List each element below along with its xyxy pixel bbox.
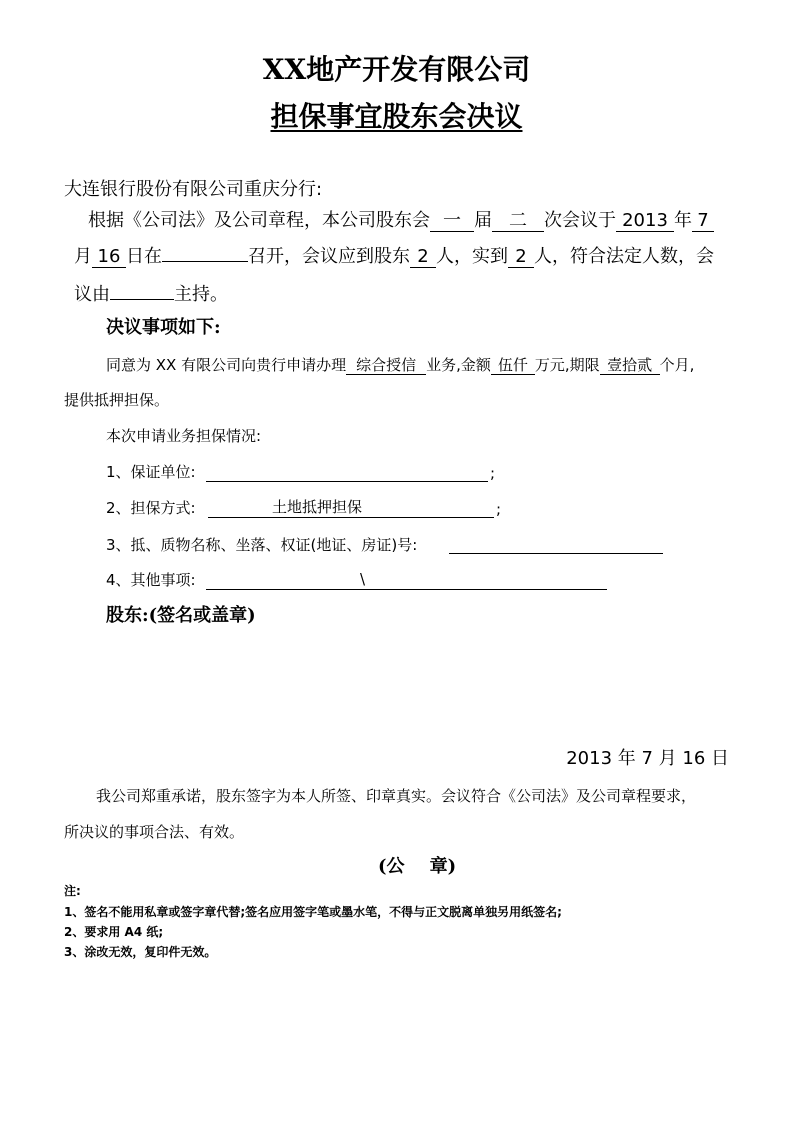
guarantee-item-4-label: 4、其他事项:: [106, 571, 196, 589]
commitment-line-1: 我公司郑重承诺，股东签字为本人所签、印章真实。会议符合《公司法》及公司章程要求，: [96, 787, 697, 805]
document-title: 担保事宜股东会决议: [270, 100, 523, 133]
intro-text-11: 主持。: [174, 284, 228, 305]
company-seal-label: (公 章): [378, 856, 457, 877]
resolution-heading: 决议事项如下:: [106, 317, 221, 338]
collateral-blank[interactable]: [449, 553, 663, 554]
note-item-3: 3、涂改无效，复印件无效。: [64, 945, 217, 959]
meeting-location-blank[interactable]: [162, 261, 248, 262]
resolution-line-2: 提供抵押担保。: [64, 391, 170, 409]
resolution-text-1: 同意为 XX 有限公司向贵行申请办理: [106, 356, 347, 374]
business-type: 综合授信: [346, 357, 426, 375]
intro-line-1: [88, 211, 714, 232]
loan-term: 壹拾贰: [600, 357, 660, 375]
meeting-number: 二: [492, 211, 544, 232]
expected-shareholders: 2: [410, 247, 436, 268]
chairperson-blank[interactable]: [110, 299, 174, 300]
session-number: 一: [430, 211, 474, 232]
intro-text-1: 根据《公司法》及公司章程，本公司股东会: [88, 210, 430, 231]
intro-line-3: [74, 286, 228, 304]
intro-text-3: 次会议于: [544, 210, 616, 231]
addressee: 大连银行股份有限公司重庆分行:: [64, 179, 323, 200]
note-item-2: 2、要求用 A4 纸;: [64, 925, 164, 939]
loan-amount: 伍仟: [491, 357, 535, 375]
guarantee-item-1-label: 1、保证单位:: [106, 463, 196, 481]
guarantee-item-2-label: 2、担保方式:: [106, 499, 196, 517]
intro-text-10: 议由: [74, 284, 110, 305]
intro-text-8: 人，实到: [436, 246, 508, 267]
intro-text-9: 人，符合法定人数，会: [534, 246, 714, 267]
guarantee-heading: 本次申请业务担保情况:: [106, 427, 262, 445]
meeting-month: 7: [692, 211, 714, 232]
company-name: XX地产开发有限公司: [262, 53, 531, 86]
guarantee-method: 土地抵押担保: [272, 498, 363, 516]
guarantee-method-line: [208, 517, 494, 518]
meeting-year: 2013: [616, 211, 674, 232]
intro-text-4: 年: [674, 210, 692, 231]
intro-text-7: 召开，会议应到股东: [248, 246, 410, 267]
shareholders-signature-label: 股东:(签名或盖章): [106, 605, 256, 626]
other-matters-line: [206, 589, 607, 590]
notes-heading: 注:: [64, 884, 81, 898]
resolution-text-4: 个月,: [659, 356, 695, 374]
commitment-line-2: 所决议的事项合法、有效。: [64, 823, 245, 841]
intro-text-6: 日在: [126, 246, 162, 267]
guarantee-item-2-end: ;: [496, 500, 502, 518]
other-matters-value: \: [360, 570, 366, 588]
intro-line-2: [74, 247, 714, 268]
present-shareholders: 2: [508, 247, 534, 268]
intro-text-2: 届: [474, 210, 492, 231]
meeting-day: 16: [92, 247, 126, 268]
resolution-date: 2013 年 7 月 16 日: [566, 748, 729, 769]
resolution-line-1: [106, 357, 694, 375]
guarantor-blank[interactable]: [206, 481, 488, 482]
intro-text-5: 月: [74, 246, 92, 267]
note-item-1: 1、签名不能用私章或签字章代替;签名应用签字笔或墨水笔，不得与正文脱离单独另用纸签名;: [64, 905, 562, 919]
resolution-text-3: 万元,期限: [534, 356, 600, 374]
resolution-text-2: 业务,金额: [426, 356, 491, 374]
guarantee-item-1-end: ;: [490, 464, 496, 482]
guarantee-item-3-label: 3、抵、质物名称、坐落、权证(地证、房证)号:: [106, 536, 418, 554]
